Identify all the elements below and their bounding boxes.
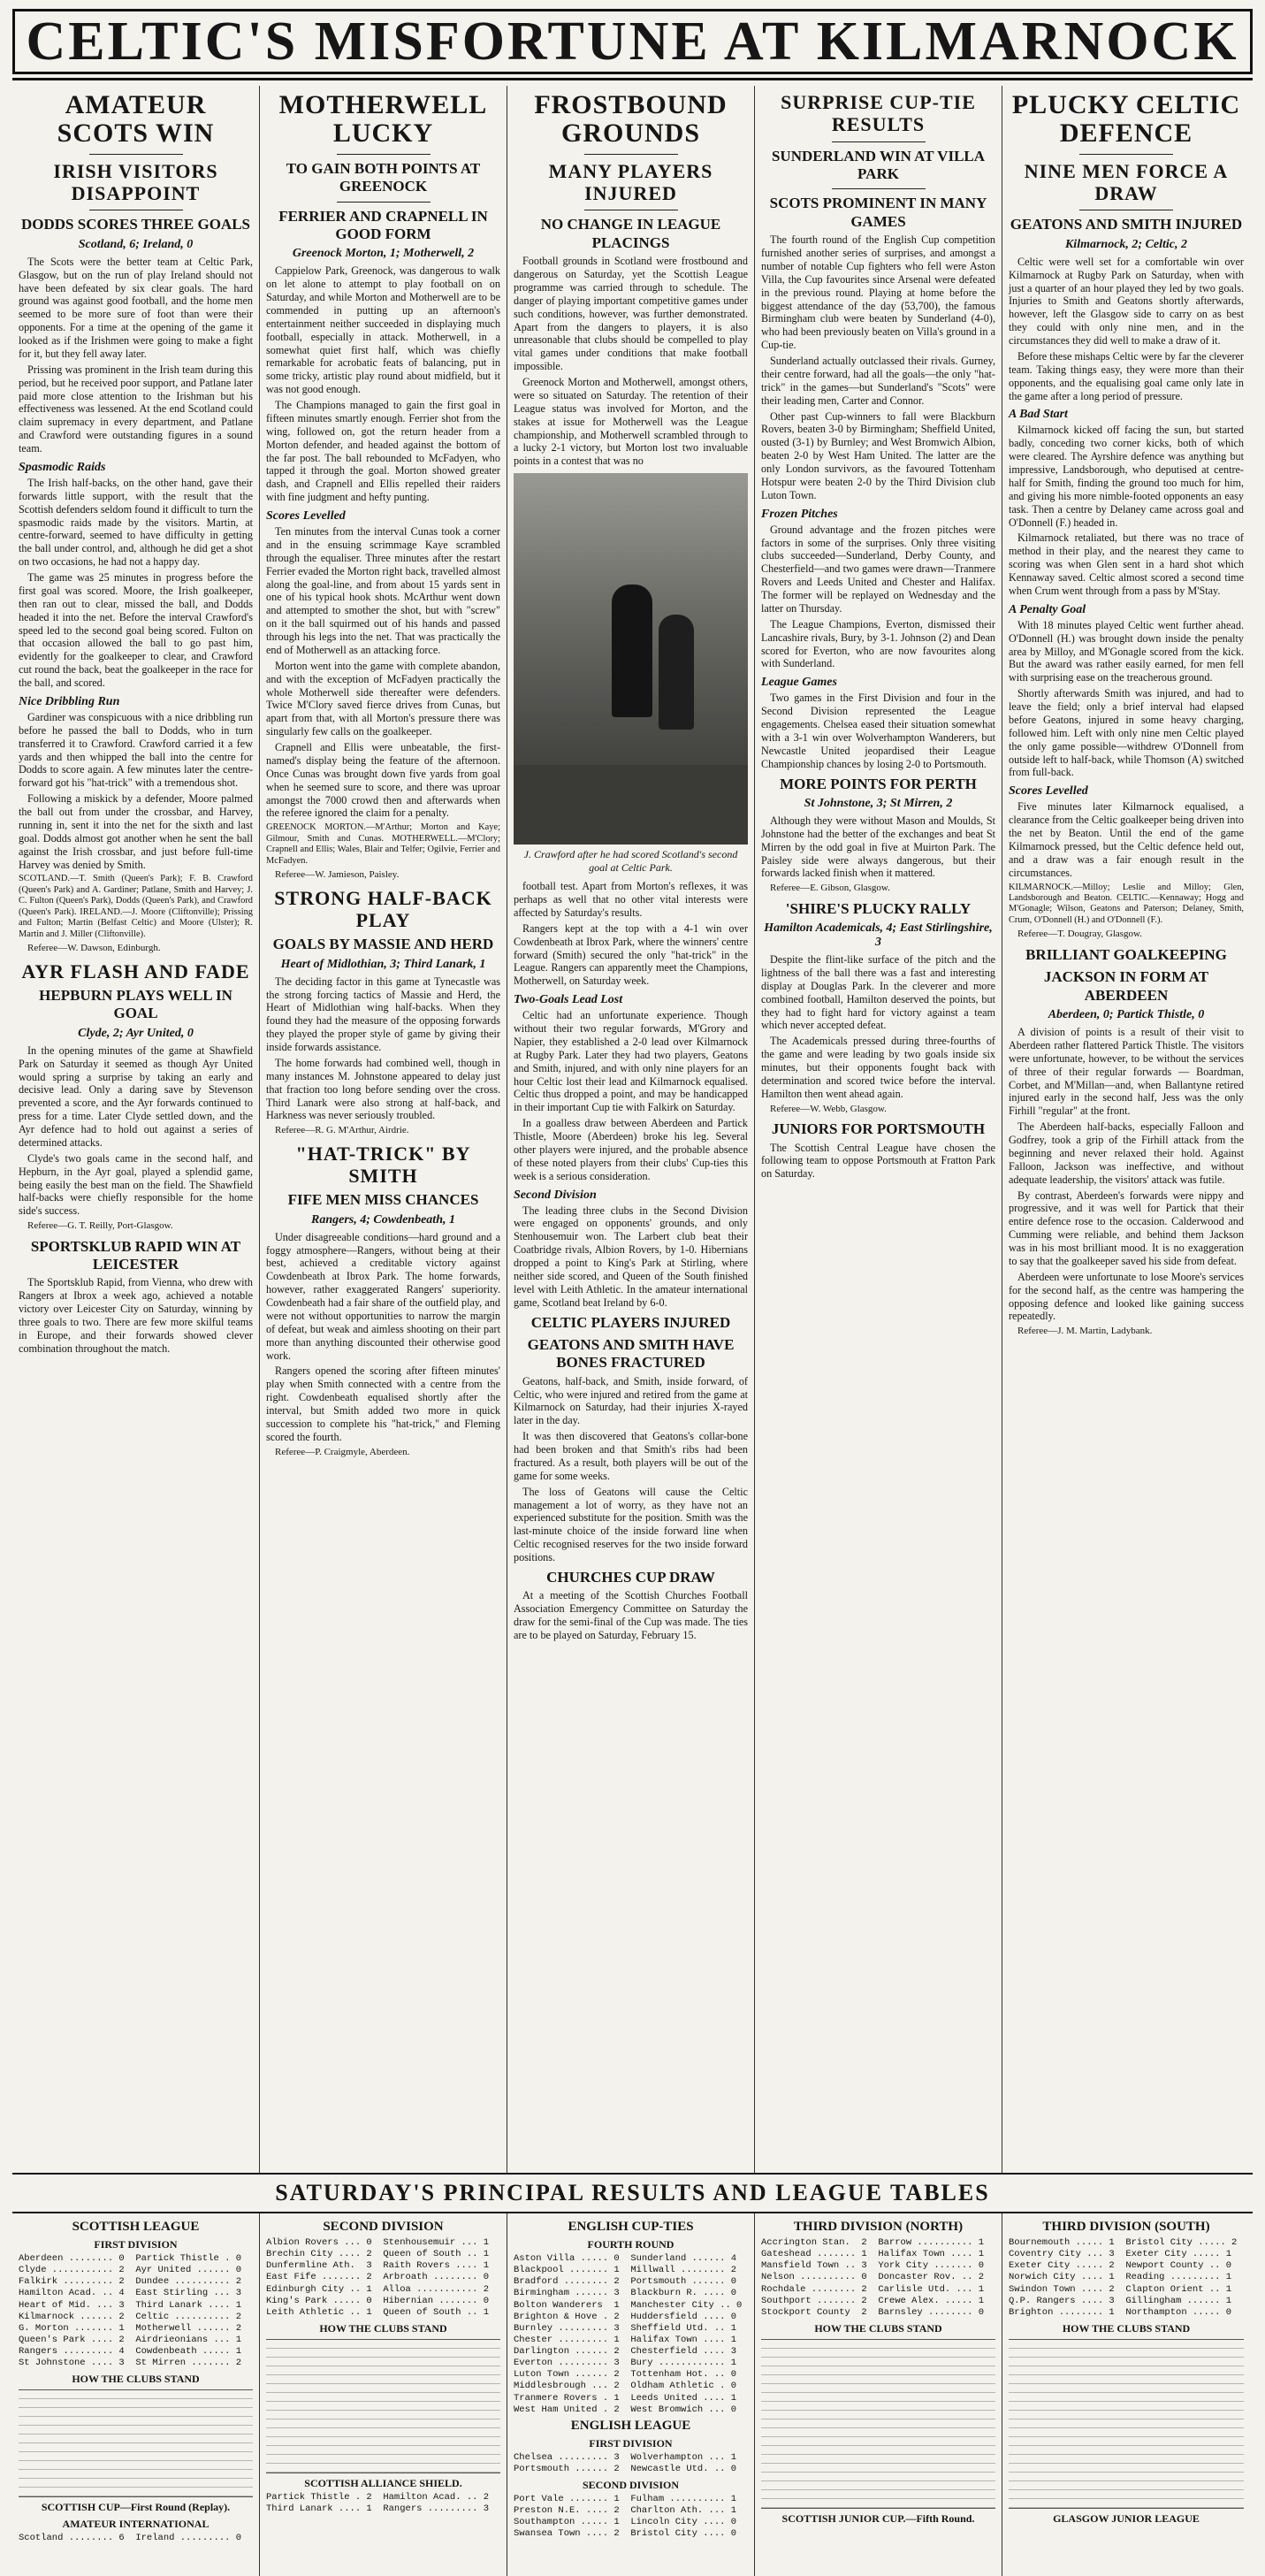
divider: [89, 154, 183, 155]
result-row: Norwich City .... 1 Reading ......... 1: [1009, 2272, 1232, 2283]
player-figure: [612, 585, 652, 717]
deck-dodds-goals: DODDS SCORES THREE GOALS: [20, 216, 250, 233]
result-row: Brighton ........ 1 Northampton ..... 0: [1009, 2306, 1232, 2318]
headline-surprise-cup: SURPRISE CUP-TIE RESULTS: [781, 91, 976, 136]
table-heading: THIRD DIVISION (SOUTH): [1042, 2220, 1210, 2234]
table-third-north: [755, 2213, 1002, 2576]
result-row: Stockport County 2 Barnsley ........ 0: [761, 2306, 985, 2318]
result-row: Southampton ..... 1 Lincoln City .... 0: [514, 2517, 737, 2528]
headline-hat-trick: "HAT-TRICK" BY SMITH: [295, 1142, 471, 1187]
headline-amateur-scots: AMATEUR SCOTS WIN: [57, 90, 215, 149]
table-scottish-league: [12, 2213, 260, 2576]
headline-sportsklub: SPORTSKLUB RAPID WIN AT LEICESTER: [30, 1237, 241, 1273]
paragraph: Clyde's two goals came in the second half, and Hepburn, in the Ayr goal, played a splendid game, being easily the best man on the field. The Shawfield half-backs were chiefly responsible for the home side's success.: [19, 1151, 253, 1218]
score-line: Heart of Midlothian, 3; Third Lanark, 1: [280, 957, 486, 971]
result-row: Chester ......... 1 Halifax Town .... 1: [514, 2334, 737, 2345]
result-row: Scotland ........ 6 Ireland ......... 0: [19, 2533, 242, 2544]
result-row: King's Park ..... 0 Hibernian ....... 0: [266, 2295, 490, 2306]
result-row: Clyde ........... 2 Ayr United ...... 0: [19, 2265, 242, 2276]
subheading: Spasmodic Raids: [19, 460, 106, 474]
team-lineup: GREENOCK MORTON.—M'Arthur; Morton and Kaye; Gilmour, Smith and Cunas. MOTHERWELL.—M'Clory; Crapnell and Ellis; Wales, Blair and Telfer; Ogilvie, Ferrier and McFadyen.: [266, 822, 500, 866]
paragraph: Aberdeen were unfortunate to lose Moore's services for the second half, as the centre was hampering the opposing defence and looked like gaining success repeatedly.: [1009, 1270, 1244, 1323]
pitch-ground: [514, 765, 748, 845]
article-columns: [12, 86, 1253, 2175]
deck-massie-herd: GOALS BY MASSIE AND HERD: [272, 936, 494, 953]
deck-fife-men: FIFE MEN MISS CHANCES: [287, 1191, 479, 1209]
paragraph: At a meeting of the Scottish Churches Football Association Emergency Committee on Saturday the draw for the semi-final of the Cup was made. The ties are to be played on Saturday, February 15.: [514, 1589, 748, 1641]
table-heading: ENGLISH CUP-TIES: [568, 2220, 694, 2234]
table-heading: SCOTTISH LEAGUE: [72, 2220, 200, 2234]
result-row: Swansea Town .... 2 Bristol City .... 0: [514, 2528, 737, 2540]
referee-line: Referee—T. Dougray, Glasgow.: [1017, 929, 1143, 940]
divider: [584, 154, 678, 155]
headline-churches-cup: CHURCHES CUP DRAW: [546, 1568, 715, 1586]
result-row: G. Morton ....... 1 Motherwell ...... 2: [19, 2322, 242, 2334]
result-row: St Johnstone .... 3 St Mirren ....... 2: [19, 2358, 242, 2369]
headline-goalkeeping: BRILLIANT GOALKEEPING: [1025, 945, 1227, 963]
column-celtic-defence: [1002, 86, 1250, 2173]
paragraph: Rangers opened the scoring after fifteen minutes' play when Smith connected with a centre from the right. Cowdenbeath equalised shortly after the interval, but Smith added two more in quick succession to complete his "hat-trick," and Fleming scored the fourth.: [266, 1364, 500, 1443]
result-row: Everton ......... 3 Bury ............ 1: [514, 2358, 737, 2369]
league-standings-grid: [761, 2339, 995, 2509]
subheading: A Bad Start: [1009, 408, 1068, 422]
result-row: Blackpool ....... 1 Millwall ........ 2: [514, 2265, 737, 2276]
result-row: Birmingham ...... 3 Blackburn R. .... 0: [514, 2288, 737, 2299]
referee-line: Referee—G. T. Reilly, Port-Glasgow.: [27, 1220, 173, 1232]
table-subheading: HOW THE CLUBS STAND: [319, 2321, 447, 2335]
result-row: Swindon Town .... 2 Clapton Orient .. 1: [1009, 2283, 1232, 2295]
deck-bones-fractured: GEATONS AND SMITH HAVE BONES FRACTURED: [527, 1335, 735, 1372]
column-amateur-scots: [12, 86, 260, 2173]
result-row: Dunfermline Ath. 3 Raith Rovers .... 1: [266, 2260, 490, 2272]
headline-celtic-injured: CELTIC PLAYERS INJURED: [530, 1313, 731, 1331]
table-heading: THIRD DIVISION (NORTH): [793, 2220, 964, 2234]
result-row: Nelson .......... 0 Doncaster Rov. .. 2: [761, 2272, 985, 2283]
deck-ferrier-crapnell: FERRIER AND CRAPNELL IN GOOD FORM: [278, 207, 488, 242]
result-row: Chelsea ......... 3 Wolverhampton ... 1: [514, 2451, 737, 2463]
result-row: Bournemouth ..... 1 Bristol City ..... 2: [1009, 2237, 1238, 2248]
league-standings-grid: [19, 2389, 253, 2497]
divider: [337, 202, 431, 203]
result-row: Falkirk ......... 2 Dundee .......... 2: [19, 2276, 242, 2288]
table-subheading: SCOTTISH JUNIOR CUP.—Fifth Round.: [781, 2511, 975, 2525]
result-row: Port Vale ....... 1 Fulham .......... 1: [514, 2494, 737, 2504]
column-cup-ties: [755, 86, 1002, 2173]
results-section-title: SATURDAY'S PRINCIPAL RESULTS AND LEAGUE TABLES: [12, 2175, 1253, 2213]
table-heading: ENGLISH LEAGUE: [570, 2418, 691, 2433]
score-line: Rangers, 4; Cowdenbeath, 1: [311, 1212, 455, 1227]
paragraph: The Scottish Central League have chosen the following team to oppose Portsmouth at Fratton Park on Saturday.: [761, 1141, 995, 1181]
paragraph: Shortly afterwards Smith was injured, and had to leave the field; only a brief interval had elapsed before Geatons, injured in some heavy charging, followed him. Left with only nine men Celtic played the only game possible—withdrew O'Donnell from outside left to half-back, while Thomson (A) switched from full-back.: [1009, 687, 1244, 779]
paragraph: In a goalless draw between Aberdeen and Partick Thistle, Moore (Aberdeen) broke his leg. Several other players were injured, and the probable absence of these noted players from their clubs' Cup-ties this week is a serious consideration.: [514, 1117, 748, 1182]
table-english-cup: [507, 2213, 755, 2576]
paragraph: It was then discovered that Geatons's collar-bone had been broken and that Smith's ribs had been fractured. As a result, both players will be out of the game for some weeks.: [514, 1430, 748, 1482]
score-line: Greenock Morton, 1; Motherwell, 2: [292, 247, 475, 261]
result-row: Coventry City ... 3 Exeter City ..... 1: [1009, 2249, 1232, 2260]
headline-half-back-play: STRONG HALF-BACK PLAY: [274, 886, 492, 931]
paragraph: Gardiner was conspicuous with a nice dribbling run before he passed the ball to Dodds, who in turn transferred it to Crawford. Crawford carried it a few yards and then whipped the ball into the centre for Dodds to score again. A few minutes later the centre-forward got his "hat-trick" with a tremendous shot.: [19, 710, 253, 790]
paragraph: The leading three clubs in the Second Division were engaged on opponents' grounds, and only Stenhousemuir won. The Larbert club beat their Coatbridge rivals, Albion Rovers, by 1-0. Hibernians dropped a point to King's Park at Stirling, where neither side scored, and Queen of the South finished level with Leith Athletic. In the amateur international game, Scotland beat Ireland by 6-0.: [514, 1204, 748, 1309]
result-row: Albion Rovers ... 0 Stenhousemuir ... 1: [266, 2237, 490, 2248]
result-row: Leith Athletic .. 1 Queen of South .. 1: [266, 2306, 490, 2318]
paragraph: With 18 minutes played Celtic went further ahead. O'Donnell (H.) was brought down inside the penalty area by Milloy, and M'Gonagle scored from the kick. But the award was rather easily earned, for men fell with surprising ease on the treacherous ground.: [1009, 618, 1244, 684]
result-row: Tranmere Rovers . 1 Leeds United .... 1: [514, 2392, 737, 2404]
table-third-south: [1002, 2213, 1250, 2576]
result-row: Brighton & Hove . 2 Huddersfield .... 0: [514, 2311, 737, 2322]
score-line: St Johnstone, 3; St Mirren, 2: [804, 796, 953, 810]
results-tables: [12, 2213, 1253, 2576]
referee-line: Referee—P. Craigmyle, Aberdeen.: [275, 1446, 410, 1457]
result-row: Luton Town ...... 2 Tottenham Hot. .. 0: [514, 2369, 737, 2381]
paragraph: Before these mishaps Celtic were by far the cleverer team. Taking things easy, they were more than their opponents, and the equalising goal came only late in the game after a long period of pressure.: [1009, 349, 1244, 402]
result-row: Brechin City .... 2 Queen of South .. 1: [266, 2249, 490, 2260]
score-line: Kilmarnock, 2; Celtic, 2: [1064, 237, 1188, 251]
paragraph: Cappielow Park, Greenock, was dangerous to walk on let alone to attempt to play football on on Saturday, and while Morton and Motherwell are to be commended in putting up an afternoon's entertainment neither succeeded in displaying much football, especially in attack. Motherwell, in a somewhat quiet first half, which was chiefly remarkable for acrobatic feats of balancing, put in some tricky, artistic play round about midfield, but it was not good enough.: [266, 264, 500, 396]
paragraph: Rangers kept at the top with a 4-1 win over Cowdenbeath at Ibrox Park, where the winners' centre forward (Smith) secured the only "hat-trick" in the League. Rangers can apparently meet the Champions, Motherwell, on Saturday week.: [514, 921, 748, 988]
paragraph: The Sportsklub Rapid, from Vienna, who drew with Rangers at Ibrox a week ago, achieved a notable victory over Leicester City on Saturday, winning by three goals to two. There are few more skilful teams in Europe, and their forwards showed clever combination throughout the match.: [19, 1276, 253, 1355]
subheading: Frozen Pitches: [761, 507, 838, 521]
referee-line: Referee—E. Gibson, Glasgow.: [770, 883, 890, 894]
paragraph: Greenock Morton and Motherwell, amongst others, were so situated on Saturday. The retention of their League status was involved for Morton, and the stakes at issue for Motherwell was the League championship, and Motherwell scrambled through to a lucky 2-1 victory, but Morton lost two invaluable points in a contest that was no: [514, 376, 748, 468]
paragraph: Despite the flint-like surface of the pitch and the lightness of the ball there was a fast and interesting display at Douglas Park. In the cleverer and more combined football, Hamilton deserved the points, but they had to fight hard for victory against a team which never accepted defeat.: [761, 953, 995, 1032]
result-row: Darlington ...... 2 Chesterfield .... 3: [514, 2346, 737, 2357]
subheading: Second Division: [514, 1188, 597, 1202]
paragraph: Celtic had an unfortunate experience. Though without their two regular forwards, M'Grory and Napier, they established a 2-0 lead over Kilmarnock at Rugby Park. Later they had two players, Geatons and Smith, injured, and with only nine players for an hour Celtic lost their lead and Kilmarnock equalised. Celtic thus dropped a point, and may be handicapped in their important Cup tie with Falkirk on Saturday.: [514, 1009, 748, 1114]
result-row: Bolton Wanderers 1 Manchester City .. 0: [514, 2299, 743, 2311]
paragraph: Five minutes later Kilmarnock equalised, a clearance from the Celtic goalkeeper being driven into the net by Beaton. Until the end of the game Kilmarnock pressed, but the Celtic defence held out, and a draw was a fair enough result in the circumstances.: [1009, 800, 1244, 879]
result-row: Rochdale ........ 2 Carlisle Utd. ... 1: [761, 2283, 985, 2295]
deck-scots-prominent: SCOTS PROMINENT IN MANY GAMES: [769, 195, 987, 230]
table-subheading: SCOTTISH CUP—First Round (Replay).: [41, 2501, 231, 2514]
league-standings-grid: [1009, 2339, 1244, 2509]
paragraph: A division of points is a result of their visit to Aberdeen rather flattered Partick Thistle. The visitors were unfortunate, however, to be without the services of three of their regular forwards — Boardman, Corbet, and M'Millan—and, when Ballantyne retired injured early in the second half, Jess was the only Firhill "regular" at the front.: [1009, 1026, 1244, 1118]
paragraph: Sunderland actually outclassed their rivals. Gurney, their centre forward, had all the goals—the only "hat-trick" in the games—but Sunderland's "Scots" were their leading men, Carter and Connor.: [761, 355, 995, 407]
subheading: Scores Levelled: [1009, 784, 1088, 799]
paragraph: Morton went into the game with complete abandon, and with the exception of McFadyen practically the whole Motherwell side thereafter were defenders. Twice M'Clory saved fierce drives from Cunas, but apart from that, with all Morton's pressure there was singularly few calls on the goalkeeper.: [266, 659, 500, 738]
table-heading: SECOND DIVISION: [323, 2220, 444, 2234]
deck-sunderland: SUNDERLAND WIN AT VILLA PARK: [771, 147, 986, 182]
score-line: Clyde, 2; Ayr United, 0: [78, 1026, 194, 1040]
referee-line: Referee—W. Dawson, Edinburgh.: [27, 943, 161, 954]
result-row: Rangers ......... 4 Cowdenbeath ..... 1: [19, 2346, 242, 2357]
column-frostbound: [507, 86, 755, 2173]
referee-line: Referee—R. G. M'Arthur, Airdrie.: [275, 1125, 409, 1136]
deck-jackson: JACKSON IN FORM AT ABERDEEN: [1043, 968, 1209, 1004]
table-subheading: SECOND DIVISION: [582, 2479, 680, 2491]
result-row: Partick Thistle . 2 Hamilton Acad. .. 2: [266, 2491, 490, 2503]
result-row: Aston Villa ..... 0 Sunderland ...... 4: [514, 2253, 737, 2264]
headline-shire-rally: 'SHIRE'S PLUCKY RALLY: [785, 899, 972, 917]
subheading: Nice Dribbling Run: [19, 694, 120, 708]
divider: [832, 188, 926, 189]
deck-players-injured: MANY PLAYERS INJURED: [548, 159, 713, 205]
paragraph: Other past Cup-winners to fall were Blackburn Rovers, beaten 3-0 by Birmingham; Sheffield United, ousted (3-1) by Burnley; and West Bromwich Albion, beaten 2-0 by West Ham United. The latter are the only London survivors, as the favoured Tottenham Hotspur were beaten 2-0 by the Third Division club Luton Town.: [761, 409, 995, 501]
paragraph: The Aberdeen half-backs, especially Falloon and Godfrey, took a grip of the Firhill attack from the beginning and never relaxed their hold. Against Falloon, Jackson was ineffective, and without adequate leadership, the visitors' attack was futile.: [1009, 1120, 1244, 1186]
subheading: Scores Levelled: [266, 509, 346, 524]
result-row: Preston N.E. .... 2 Charlton Ath. ... 1: [514, 2505, 737, 2517]
table-subheading: HOW THE CLUBS STAND: [1062, 2321, 1191, 2335]
headline-plucky-celtic: PLUCKY CELTIC DEFENCE: [1011, 90, 1241, 149]
result-row: Third Lanark .... 1 Rangers ......... 3: [266, 2503, 490, 2514]
team-lineup: KILMARNOCK.—Milloy; Leslie and Milloy; Glen, Landsborough and Beaton. CELTIC.—Kennaway; Hogg and M'Gonagle; Wilson, Geatons and Paterson; Delaney, Smith, Crum, O'Donnell (H.) and O'Donnell (F.).: [1009, 882, 1244, 925]
deck-both-points: TO GAIN BOTH POINTS AT GREENOCK: [286, 159, 481, 195]
paragraph: The Champions managed to gain the first goal in fifteen minutes smartly enough. Ferrier shot from the wing, followed on, got the return header from a Morton defender, and headed against the bottom of the far post. The ball rebounded to McFadyen, who tapped it through the goal. Morton showed greater dash, and Crapnell and Ellis repelled their raiders with fine judgment and hefty punting.: [266, 399, 500, 504]
paragraph: The Irish half-backs, on the other hand, gave their forwards little support, with the result that the Scottish defenders seldom found it difficult to turn the spasmodic raids made by the visitors. Martin, at centre-forward, seemed to have difficulty in getting the ball under control, and, although he did get a shot on two occasions, he had not a happy day.: [19, 476, 253, 569]
divider: [1079, 154, 1173, 155]
table-subheading: FIRST DIVISION: [589, 2436, 673, 2450]
divider: [337, 154, 431, 155]
result-row: Hamilton Acad. .. 4 East Stirling ... 3: [19, 2288, 242, 2299]
banner-headline: CELTIC'S MISFORTUNE AT KILMARNOCK: [12, 9, 1253, 74]
headline-perth: MORE POINTS FOR PERTH: [780, 775, 977, 792]
result-row: Q.P. Rangers .... 3 Gillingham ...... 1: [1009, 2295, 1232, 2306]
referee-line: Referee—W. Jamieson, Paisley.: [275, 869, 400, 881]
table-subheading: SCOTTISH ALLIANCE SHIELD.: [304, 2476, 462, 2489]
subheading: A Penalty Goal: [1009, 602, 1086, 616]
paragraph: Celtic were well set for a comfortable win over Kilmarnock at Rugby Park on Saturday, when with just a quarter of an hour played they led by two goals. Injuries to Smith and Geatons shortly afterwards, however, left the Glasgow side to carry on as best they could with only nine men, and in the circumstances they did well to make a draw of it.: [1009, 255, 1244, 348]
result-row: Mansfield Town .. 3 York City ....... 0: [761, 2260, 985, 2272]
match-photo: [514, 473, 748, 845]
table-subheading: GLASGOW JUNIOR LEAGUE: [1053, 2511, 1200, 2525]
paragraph: Football grounds in Scotland were frostbound and dangerous on Saturday, yet the Scottish League programme was carried through to schedule. The danger of playing important competitive games under such conditions, however, was further demonstrated. Apart from the dangers to players, it is also unreasonable that clubs should be compelled to play vital games under conditions that make football impossible.: [514, 255, 748, 373]
subheading: Two-Goals Lead Lost: [514, 993, 623, 1007]
paragraph: By contrast, Aberdeen's forwards were nippy and progressive, and it was well for Partick that their entire defence rose to the occasion. Calderwood and Cumming were reliable, and behind them Jackson was in his most brilliant mood. It is no exaggeration to say that the goalkeeper saved his side from defeat.: [1009, 1189, 1244, 1267]
player-figure: [659, 615, 694, 730]
paragraph: The deciding factor in this game at Tynecastle was the strong forcing tactics of Massie and Herd, the Heart of Midlothian wing half-backs. When they found they had the measure of the opposing forwards they played the proper style of game by giving their inside forwards assistance.: [266, 975, 500, 1054]
paragraph: Ground advantage and the frozen pitches were factors in some of the surprises. Only three visiting clubs succeeded—Sunderland, Derby County, and Chesterfield—and two games were drawn—Tranmere Rovers and Leeds United and Chester and Halifax. The former will be replayed on Wednesday and the latter on Thursday.: [761, 523, 995, 615]
result-row: Gateshead ....... 1 Halifax Town .... 1: [761, 2249, 985, 2260]
paragraph: Prissing was prominent in the Irish team during this period, but he received poor support, and Patlane later paid more close attention to the Irishman but his effectiveness was lessened. At the end Scotland could claim supremacy in every department, and Patlane and Crawford were outstanding figures in a sound team.: [19, 363, 253, 455]
result-row: Southport ....... 2 Crewe Alex. ..... 1: [761, 2295, 985, 2306]
result-row: Exeter City ..... 2 Newport County .. 0: [1009, 2260, 1232, 2272]
score-line: Scotland, 6; Ireland, 0: [78, 237, 194, 251]
result-row: Edinburgh City .. 1 Alloa ........... 2: [266, 2283, 490, 2295]
paragraph: The home forwards had combined well, though in many instances M. Johnstone appeared to delay just that fraction too long before sending over the cross. Third Lanark were also strong at half-back, and Harkness was never seriously troubled.: [266, 1056, 500, 1122]
paragraph: The fourth round of the English Cup competition furnished another series of surprises, and amongst a number of notable Cup fighters who fell were Aston Villa, the Cup favourites since Arsenal were defeated in the previous round. Playing at home before the biggest attendance of the day (53,700), the famous Birmingham club were beaten by Sunderland (4-0), who had been previously beaten on Villa's ground in a Cup-tie.: [761, 233, 995, 352]
deck-hepburn: HEPBURN PLAYS WELL IN GOAL: [39, 987, 232, 1022]
deck-nine-men: NINE MEN FORCE A DRAW: [1024, 159, 1229, 205]
result-row: Kilmarnock ...... 2 Celtic .......... 2: [19, 2311, 242, 2322]
paragraph: The game was 25 minutes in progress before the first goal was scored. Moore, the Irish goalkeeper, then ran out to clear, missed the ball, and Dodds headed it into the net. Before the interval Crawford's speed led to the second goal being scored. Fulton on that occasion allowed the ball to go past him, evidently for the goalkeeper to clear, and Crawford cut round the back, beat the goalkeeper in the race for the ball, and scored.: [19, 571, 253, 690]
result-row: West Ham United . 2 West Bromwich ... 0: [514, 2404, 737, 2415]
result-row: Middlesbrough ... 2 Oldham Athletic . 0: [514, 2381, 737, 2392]
table-subheading: AMATEUR INTERNATIONAL: [62, 2518, 210, 2531]
table-subheading: HOW THE CLUBS STAND: [72, 2373, 200, 2386]
result-row: Burnley ......... 3 Sheffield Utd. .. 1: [514, 2322, 737, 2334]
paragraph: Kilmarnock kicked off facing the sun, but started badly, conceding two corner kicks, both of which were cleared. The Ayrshire defence was anything but impressive, Landsborough, who deputised at centre-half for Smith, finding the ground too much for him, and giving his more nimble-footed opponents an easy task. Then a centre by Delaney came across goal and O'Donnell (F.) headed in.: [1009, 424, 1244, 529]
banner-rule: [12, 78, 1253, 80]
table-subheading: HOW THE CLUBS STAND: [814, 2321, 942, 2335]
league-standings-grid: [266, 2339, 500, 2473]
paragraph: In the opening minutes of the game at Shawfield Park on Saturday it seemed as though Ayr United would spring a surprise by taking an early and decisive lead. Only a daring save by Stevenson prevented a score, and the Ayr forwards continued to press for a time. Later Clyde settled down, and the Ayr defence had to hold out against a series of determined attacks.: [19, 1043, 253, 1149]
team-lineup: SCOTLAND.—T. Smith (Queen's Park); F. B. Crawford (Queen's Park) and A. Gardiner; Patlane, Smith and Harvey; J. C. Fulton (Queen's Park), Dodds (Queen's Park), and Crawford (Queen's Park). IRELAND.—J. Moore (Cliftonville); Prissing and Fulton; Martin (Belfast Celtic) and Moore (Ulster); R. Martin and J. Miller (Cliftonville).: [19, 874, 253, 939]
paragraph: Although they were without Mason and Moulds, St Johnstone had the better of the exchanges and beat St Mirren by the odd goal in five at Muirton Park. The Paisley side were always dangerous, but their forwards lacked finish when it mattered.: [761, 814, 995, 880]
column-motherwell: [260, 86, 507, 2173]
result-row: East Fife ....... 2 Arbroath ........ 0: [266, 2272, 490, 2283]
paragraph: Ten minutes from the interval Cunas took a corner and in the ensuing scrimmage Kaye scrambled through the equaliser. Three minutes after the restart Ferrier evaded the Morton right back, travelled almost along the goal-line, and from about 15 yards sent in one of his typical hook shots. McArthur went down and attempted to smother the shot, but with "screw" on it the ball squirmed out of his hands and passed through his legs into the net. That was practically the end of Motherwell as an attacking force.: [266, 525, 500, 656]
paragraph: Two games in the First Division and four in the Second Division represented the League engagements. Chelsea eased their situation somewhat with a 3-1 win over Wolverhampton Wanderers, but Newcastle United jeopardised their League Championship chances by losing 2-0 to Portsmouth.: [761, 692, 995, 770]
score-line: Aberdeen, 0; Partick Thistle, 0: [1048, 1008, 1205, 1022]
result-row: Aberdeen ........ 0 Partick Thistle . 0: [19, 2253, 242, 2264]
deck-geatons-smith: GEATONS AND SMITH INJURED: [1010, 216, 1243, 233]
paragraph: Following a miskick by a defender, Moore palmed the ball out from under the crossbar, and Harvey, running in, sent it into the net for the sixth and last goal. Dodds almost got another when he sent the ball against the Irish crossbar, and just before full-time Harvey was denied by Smith.: [19, 792, 253, 871]
result-row: Heart of Mid. ... 3 Third Lanark .... 1: [19, 2299, 242, 2311]
headline-ayr-flash: AYR FLASH AND FADE: [21, 959, 250, 982]
table-subheading: FOURTH ROUND: [587, 2238, 674, 2251]
headline-frostbound: FROSTBOUND GROUNDS: [534, 90, 728, 149]
paragraph: The Scots were the better team at Celtic Park, Glasgow, but on the run of play Ireland should not have been defeated by six clear goals. The hard ground was against good football, and the home men seemed to be more sure of foot than were their opponents. For a time at the opening of the game it looked as if the Irishmen were going to make a fight for it, but they fell away later.: [19, 255, 253, 360]
photo-caption: J. Crawford after he had scored Scotland's second goal at Celtic Park.: [523, 848, 738, 875]
deck-no-change: NO CHANGE IN LEAGUE PLACINGS: [540, 216, 721, 251]
subheading: League Games: [761, 676, 837, 690]
result-row: Accrington Stan. 2 Barrow .......... 1: [761, 2237, 985, 2248]
referee-line: Referee—W. Webb, Glasgow.: [770, 1103, 887, 1114]
table-subheading: FIRST DIVISION: [94, 2238, 178, 2251]
result-row: Portsmouth ...... 2 Newcastle Utd. .. 0: [514, 2463, 737, 2474]
headline-motherwell-lucky: MOTHERWELL LUCKY: [278, 90, 488, 149]
paragraph: The Academicals pressed during three-fourths of the game and were leading by two goals inside six minutes, but their opponents fought back with determination and scored twice before the interval. Hamilton then went ahead again.: [761, 1035, 995, 1100]
referee-line: Referee—J. M. Martin, Ladybank.: [1017, 1326, 1153, 1337]
paragraph: Crapnell and Ellis were unbeatable, the first-named's display being the feature of the afternoon. Once Cunas was brought down five yards from goal when he seemed sure to score, and there was uproar amongst the 7000 crowd then and afterwards when the referee ignored the claim for a penalty.: [266, 741, 500, 820]
paragraph: The loss of Geatons will cause the Celtic management a lot of worry, as they have not an experienced substitute for the position. Smith was the last-minute choice of the inside forward line when Celtic recognised reserves for the two inside forward positions.: [514, 1485, 748, 1564]
paragraph: Kilmarnock retaliated, but there was no trace of method in their play, and the nearest they came to scoring was when Glen sent in a hard shot which Kennaway saved. Celtic almost scored a second time when Crum went through from a pass by M'Stay.: [1009, 531, 1244, 597]
table-second-division: [260, 2213, 507, 2576]
score-line: Hamilton Academicals, 4; East Stirlingshire, 3: [764, 921, 993, 950]
result-row: Queen's Park .... 2 Airdrieonians ... 1: [19, 2334, 242, 2345]
paragraph: football test. Apart from Morton's reflexes, it was perhaps as well that no other vital interests were affected by Saturday's results.: [514, 880, 748, 919]
paragraph: Under disagreeable conditions—hard ground and a foggy atmosphere—Rangers, without being at their best, achieved a creditable victory against Cowdenbeath at Ibrox Park. The home forwards, however, rather exaggerated Rangers' superiority. Cowdenbeath had a fair share of the outfield play, and were not without opportunities to narrow the margin of defeat, but weak and aimless shooting on their part more than anything discounted their otherwise good work.: [266, 1230, 500, 1362]
paragraph: Geatons, half-back, and Smith, inside forward, of Celtic, who were injured and retired from the game at Kilmarnock on Saturday, had their injuries X-rayed later in the day.: [514, 1374, 748, 1427]
result-row: Bradford ........ 2 Portsmouth ...... 0: [514, 2276, 737, 2288]
divider: [832, 141, 926, 142]
headline-juniors-portsmouth: JUNIORS FOR PORTSMOUTH: [771, 1120, 986, 1138]
paragraph: The League Champions, Everton, dismissed their Lancashire rivals, Bury, by 3-1. Johnson (2) and Dean scored for Everton, who are now favourites along with Sunderland.: [761, 617, 995, 670]
deck-irish-visitors: IRISH VISITORS DISAPPOINT: [53, 159, 218, 205]
